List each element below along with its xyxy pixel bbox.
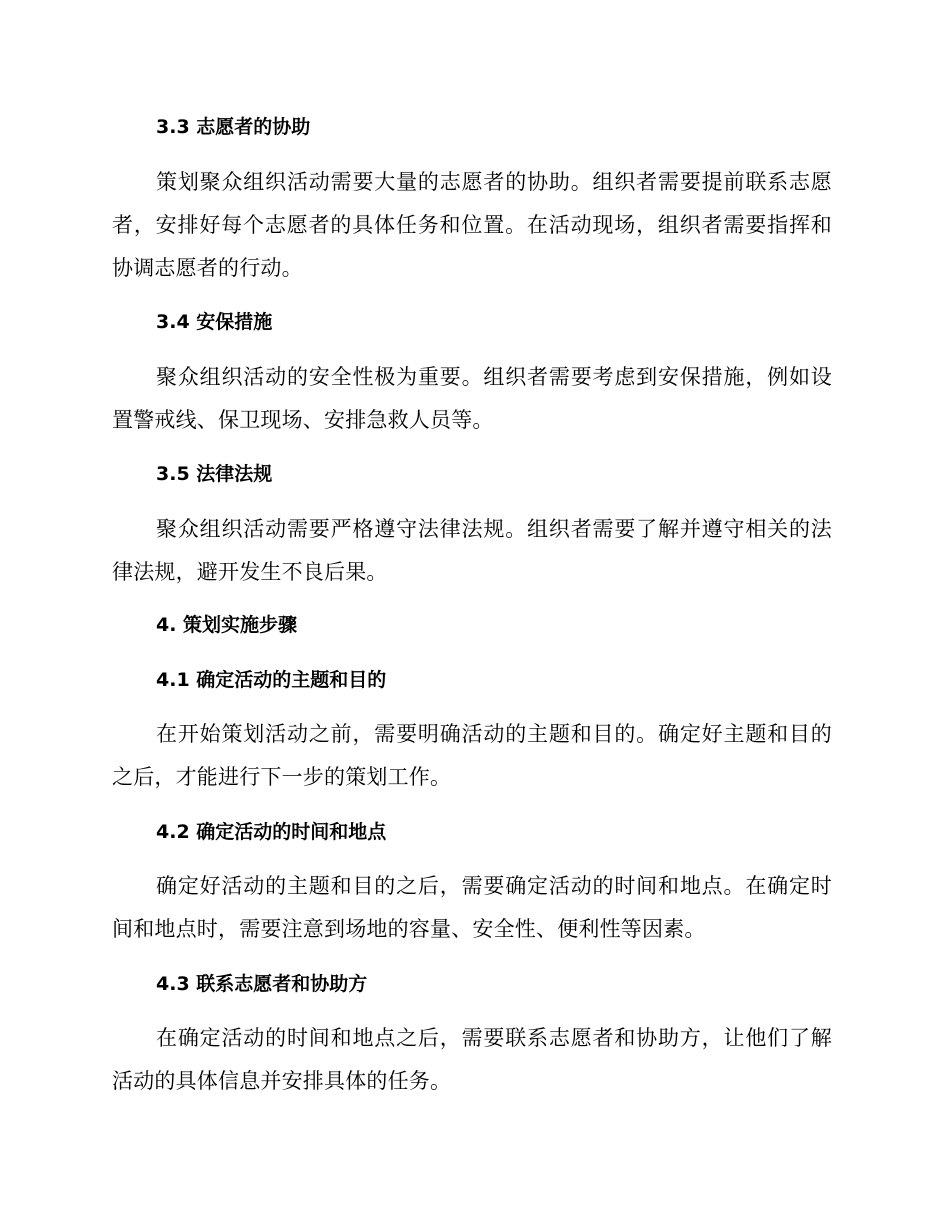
section-paragraph-4-1: 在开始策划活动之前，需要明确活动的主题和目的。确定好主题和目的之后，才能进行下一步的策划工作。 (112, 722, 832, 789)
section-paragraph-3-5: 聚众组织活动需要严格遵守法律法规。组织者需要了解并遵守相关的法律法规，避开发生不良后果。 (112, 517, 832, 584)
section-paragraph-3-3: 策划聚众组织活动需要大量的志愿者的协助。组织者需要提前联系志愿者，安排好每个志愿者的具体任务和位置。在活动现场，组织者需要指挥和协调志愿者的行动。 (112, 170, 832, 280)
section-heading-4-1: 4.1 确定活动的主题和目的 (156, 669, 387, 691)
section-heading-3-4: 3.4 安保措施 (156, 311, 273, 333)
section-heading-4-3: 4.3 联系志愿者和协助方 (156, 973, 368, 995)
section-heading-3-5: 3.5 法律法规 (156, 463, 273, 485)
section-paragraph-4-2: 确定好活动的主题和目的之后，需要确定活动的时间和地点。在确定时间和地点时，需要注意到场地的容量、安全性、便利性等因素。 (112, 874, 832, 941)
section-heading-3-3: 3.3 志愿者的协助 (156, 116, 311, 138)
section-paragraph-3-4: 聚众组织活动的安全性极为重要。组织者需要考虑到安保措施，例如设置警戒线、保卫现场、安排急救人员等。 (112, 365, 832, 432)
section-heading-4: 4. 策划实施步骤 (156, 614, 298, 636)
section-heading-4-2: 4.2 确定活动的时间和地点 (156, 821, 387, 843)
section-paragraph-4-3: 在确定活动的时间和地点之后，需要联系志愿者和协助方，让他们了解活动的具体信息并安排具体的任务。 (112, 1026, 832, 1093)
